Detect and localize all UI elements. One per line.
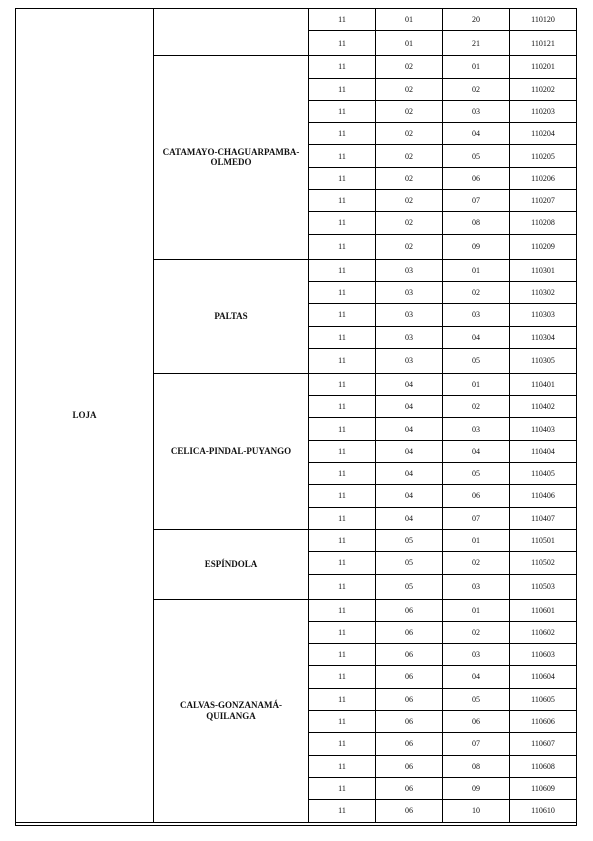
code-cell: 02 [376, 145, 443, 167]
code-cell: 110603 [510, 644, 577, 666]
code-cell: 02 [376, 100, 443, 122]
code-cell: 03 [376, 281, 443, 303]
code-cell: 02 [443, 396, 510, 418]
code-cell: 01 [443, 56, 510, 78]
code-cell: 05 [443, 463, 510, 485]
code-cell: 11 [309, 485, 376, 507]
code-cell: 04 [376, 485, 443, 507]
code-cell: 110601 [510, 599, 577, 621]
code-cell: 11 [309, 800, 376, 822]
code-cell: 110305 [510, 348, 577, 373]
code-cell: 11 [309, 644, 376, 666]
code-table [15, 8, 577, 823]
code-cell: 110202 [510, 78, 577, 100]
code-cell: 110401 [510, 373, 577, 395]
code-cell: 03 [443, 100, 510, 122]
canton-cell: CATAMAYO-CHAGUARPAMBA-OLMEDO [154, 56, 309, 259]
code-cell: 04 [376, 396, 443, 418]
code-cell: 11 [309, 373, 376, 395]
province-cell: LOJA [16, 9, 154, 823]
code-cell: 10 [443, 800, 510, 822]
code-cell: 11 [309, 190, 376, 212]
code-cell: 110203 [510, 100, 577, 122]
code-cell: 03 [376, 259, 443, 281]
code-cell: 110207 [510, 190, 577, 212]
code-cell: 03 [443, 574, 510, 599]
code-cell: 110120 [510, 9, 577, 31]
code-cell: 11 [309, 348, 376, 373]
code-cell: 07 [443, 733, 510, 755]
code-cell: 04 [376, 373, 443, 395]
code-cell: 11 [309, 304, 376, 326]
code-cell: 110502 [510, 552, 577, 574]
code-cell: 11 [309, 100, 376, 122]
code-cell: 11 [309, 552, 376, 574]
code-cell: 11 [309, 688, 376, 710]
code-cell: 110608 [510, 755, 577, 777]
code-cell: 11 [309, 440, 376, 462]
code-cell: 07 [443, 190, 510, 212]
code-cell: 03 [443, 304, 510, 326]
code-cell: 110121 [510, 31, 577, 56]
code-cell: 11 [309, 145, 376, 167]
code-cell: 04 [443, 326, 510, 348]
code-cell: 110205 [510, 145, 577, 167]
code-cell: 01 [376, 9, 443, 31]
code-cell: 11 [309, 733, 376, 755]
code-cell: 05 [376, 529, 443, 551]
code-cell: 07 [443, 507, 510, 529]
code-cell: 05 [443, 145, 510, 167]
canton-cell: CALVAS-GONZANAMÁ-QUILANGA [154, 599, 309, 822]
code-cell: 05 [376, 574, 443, 599]
code-cell: 110402 [510, 396, 577, 418]
code-cell: 02 [376, 212, 443, 234]
code-cell: 11 [309, 507, 376, 529]
code-cell: 11 [309, 78, 376, 100]
code-cell: 04 [376, 507, 443, 529]
code-cell: 04 [443, 666, 510, 688]
code-cell: 02 [376, 167, 443, 189]
code-cell: 11 [309, 666, 376, 688]
table-row [16, 9, 577, 31]
code-cell: 06 [376, 777, 443, 799]
code-cell: 06 [443, 167, 510, 189]
code-cell: 04 [376, 463, 443, 485]
code-cell: 110302 [510, 281, 577, 303]
code-cell: 110404 [510, 440, 577, 462]
code-cell: 110604 [510, 666, 577, 688]
code-cell: 06 [443, 485, 510, 507]
code-cell: 06 [376, 621, 443, 643]
code-cell: 110303 [510, 304, 577, 326]
code-cell: 03 [376, 348, 443, 373]
code-cell: 11 [309, 529, 376, 551]
code-cell: 110204 [510, 123, 577, 145]
code-cell: 09 [443, 234, 510, 259]
code-cell: 02 [443, 281, 510, 303]
code-cell: 08 [443, 755, 510, 777]
code-cell: 11 [309, 212, 376, 234]
code-cell: 09 [443, 777, 510, 799]
code-cell: 05 [443, 688, 510, 710]
code-cell: 02 [376, 56, 443, 78]
code-cell: 02 [376, 123, 443, 145]
code-cell: 11 [309, 418, 376, 440]
code-cell: 110304 [510, 326, 577, 348]
code-cell: 06 [376, 666, 443, 688]
code-cell: 110501 [510, 529, 577, 551]
code-cell: 11 [309, 755, 376, 777]
code-cell: 11 [309, 711, 376, 733]
code-cell: 06 [376, 688, 443, 710]
code-cell: 08 [443, 212, 510, 234]
code-cell: 06 [376, 733, 443, 755]
code-cell: 110610 [510, 800, 577, 822]
code-cell: 11 [309, 259, 376, 281]
code-cell: 110407 [510, 507, 577, 529]
code-cell: 06 [376, 755, 443, 777]
code-cell: 11 [309, 123, 376, 145]
table-body [16, 9, 577, 823]
code-cell: 03 [443, 418, 510, 440]
code-cell: 05 [443, 348, 510, 373]
code-cell: 11 [309, 396, 376, 418]
code-cell: 11 [309, 621, 376, 643]
code-cell: 110606 [510, 711, 577, 733]
code-cell: 04 [376, 418, 443, 440]
code-cell: 02 [443, 78, 510, 100]
code-cell: 110605 [510, 688, 577, 710]
canton-cell: PALTAS [154, 259, 309, 373]
code-cell: 02 [443, 621, 510, 643]
code-cell: 110209 [510, 234, 577, 259]
code-cell: 03 [376, 326, 443, 348]
code-cell: 110607 [510, 733, 577, 755]
code-cell: 11 [309, 56, 376, 78]
code-cell: 11 [309, 777, 376, 799]
code-cell: 01 [443, 599, 510, 621]
code-cell: 110602 [510, 621, 577, 643]
code-cell: 11 [309, 326, 376, 348]
code-cell: 03 [443, 644, 510, 666]
code-cell: 02 [376, 78, 443, 100]
code-cell: 11 [309, 234, 376, 259]
canton-cell: CELICA-PINDAL-PUYANGO [154, 373, 309, 529]
code-cell: 02 [443, 552, 510, 574]
code-cell: 110406 [510, 485, 577, 507]
code-cell: 01 [443, 529, 510, 551]
code-cell: 01 [443, 373, 510, 395]
code-cell: 11 [309, 167, 376, 189]
code-cell: 01 [443, 259, 510, 281]
code-cell: 21 [443, 31, 510, 56]
code-cell: 20 [443, 9, 510, 31]
code-cell: 110609 [510, 777, 577, 799]
code-cell: 110503 [510, 574, 577, 599]
code-cell: 11 [309, 599, 376, 621]
code-cell: 11 [309, 574, 376, 599]
code-cell: 110201 [510, 56, 577, 78]
canton-cell [154, 9, 309, 56]
code-cell: 110208 [510, 212, 577, 234]
code-cell: 11 [309, 9, 376, 31]
code-cell: 110403 [510, 418, 577, 440]
code-cell: 04 [376, 440, 443, 462]
code-cell: 06 [376, 711, 443, 733]
code-cell: 06 [376, 599, 443, 621]
code-cell: 11 [309, 31, 376, 56]
code-cell: 04 [443, 440, 510, 462]
code-cell: 03 [376, 304, 443, 326]
code-cell: 110405 [510, 463, 577, 485]
code-cell: 02 [376, 234, 443, 259]
code-cell: 06 [376, 800, 443, 822]
code-cell: 06 [443, 711, 510, 733]
code-cell: 11 [309, 281, 376, 303]
code-cell: 05 [376, 552, 443, 574]
code-cell: 04 [443, 123, 510, 145]
code-cell: 110206 [510, 167, 577, 189]
canton-cell: ESPÍNDOLA [154, 529, 309, 599]
code-cell: 02 [376, 190, 443, 212]
code-cell: 06 [376, 644, 443, 666]
code-cell: 11 [309, 463, 376, 485]
code-cell: 110301 [510, 259, 577, 281]
code-cell: 01 [376, 31, 443, 56]
